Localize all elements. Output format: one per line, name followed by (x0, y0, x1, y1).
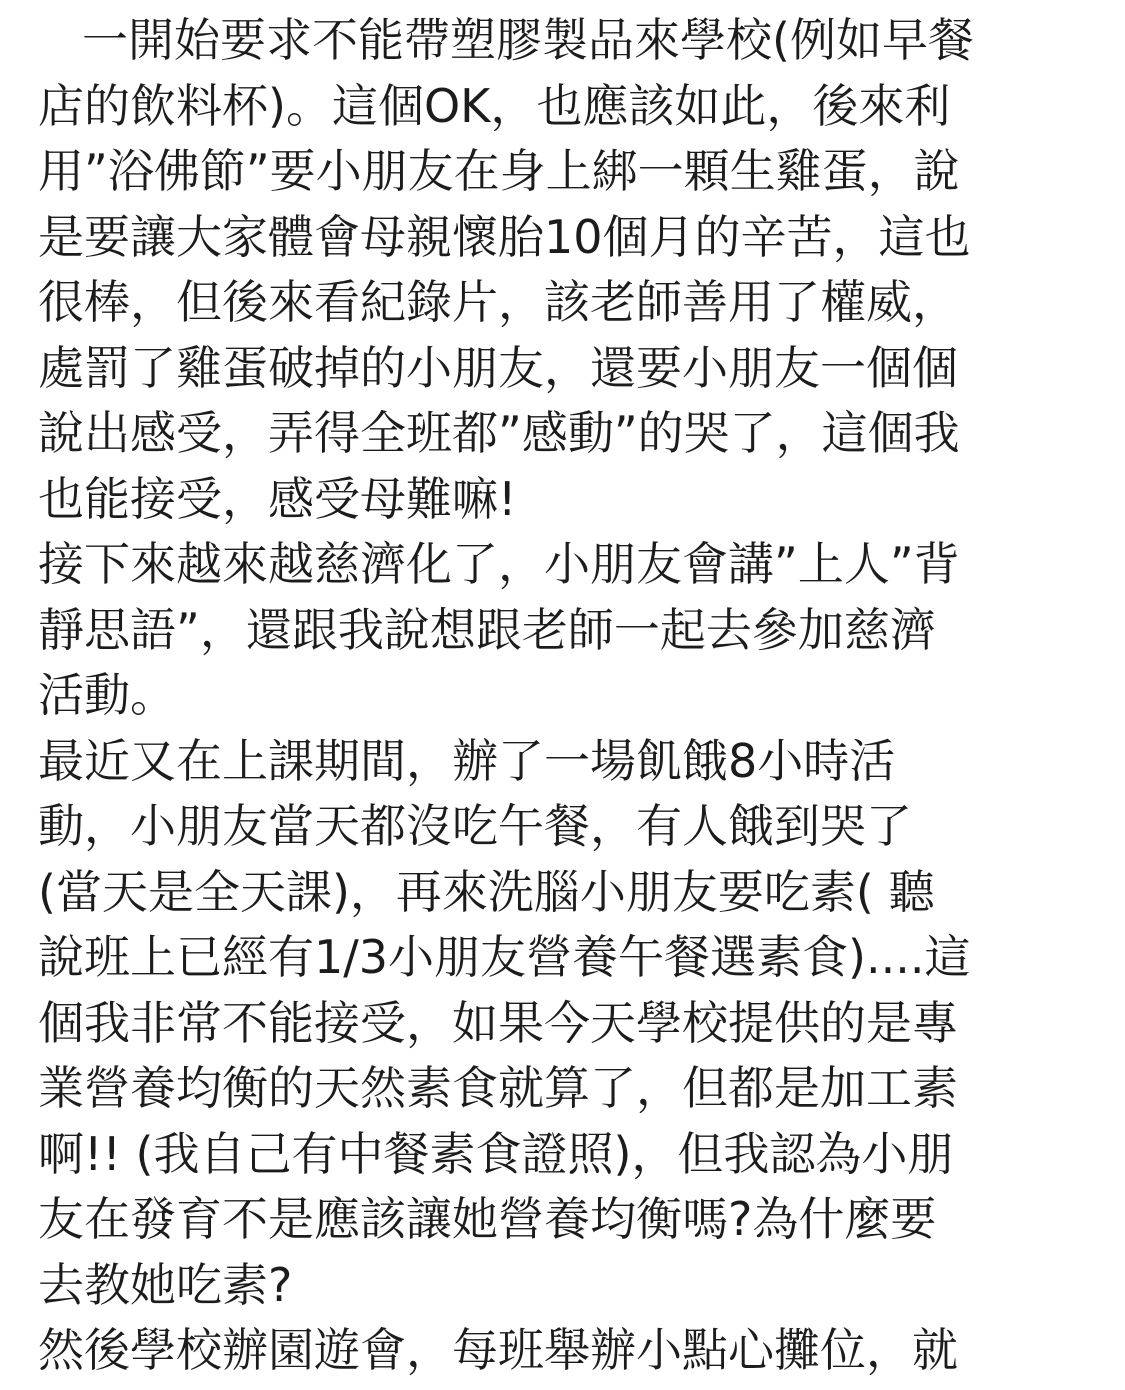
post-line: 說出感受，弄得全班都”感動”的哭了，這個我 (38, 406, 960, 460)
post-line: (當天是全天課)，再來洗腦小朋友要吃素( 聽 (38, 864, 935, 919)
post-line: 很棒，但後來看紀錄片，該老師善用了權威， (38, 275, 958, 329)
post-line: 也能接受，感受母難嘛! (38, 471, 517, 526)
post-line: 最近又在上課期間，辦了一場飢餓8小時活 (38, 733, 896, 788)
post-line: 友在發育不是應該讓她營養均衡嗎?為什麼要 (38, 1192, 937, 1246)
post-line: 靜思語”，還跟我說想跟老師一起去參加慈濟 (38, 602, 936, 657)
post-line: 說班上已經有1/3小朋友營養午餐選素食)....這 (38, 930, 971, 984)
post-line: 啊!! (我自己有中餐素食證照)，但我認為小朋 (38, 1126, 954, 1181)
post-line: 一開始要求不能帶塑膠製品來學校(例如早餐 (82, 13, 974, 67)
post-line: 個我非常不能接受，如果今天學校提供的是專 (38, 995, 958, 1050)
post-line: 店的飲料杯)。這個OK，也應該如此，後來利 (38, 78, 951, 133)
post-line: 接下來越來越慈濟化了，小朋友會講”上人”背 (38, 537, 960, 591)
post-line: 活動。 (38, 668, 176, 722)
post-body (38, 8, 1088, 1384)
post-line: 然後學校辦園遊會，每班舉辦小點心攤位，就 (38, 1323, 958, 1377)
post-line: 去教她吃素? (38, 1257, 293, 1312)
post-line: 動，小朋友當天都沒吃午餐，有人餓到哭了 (38, 799, 912, 853)
post-line: 處罰了雞蛋破掉的小朋友，還要小朋友一個個 (38, 340, 958, 395)
post-line: 業營養均衡的天然素食就算了，但都是加工素 (38, 1061, 958, 1115)
post-line: 是要讓大家體會母親懷胎10個月的辛苦，這也 (38, 209, 971, 264)
post-line: 用”浴佛節”要小朋友在身上綁一顆生雞蛋，說 (38, 144, 960, 198)
